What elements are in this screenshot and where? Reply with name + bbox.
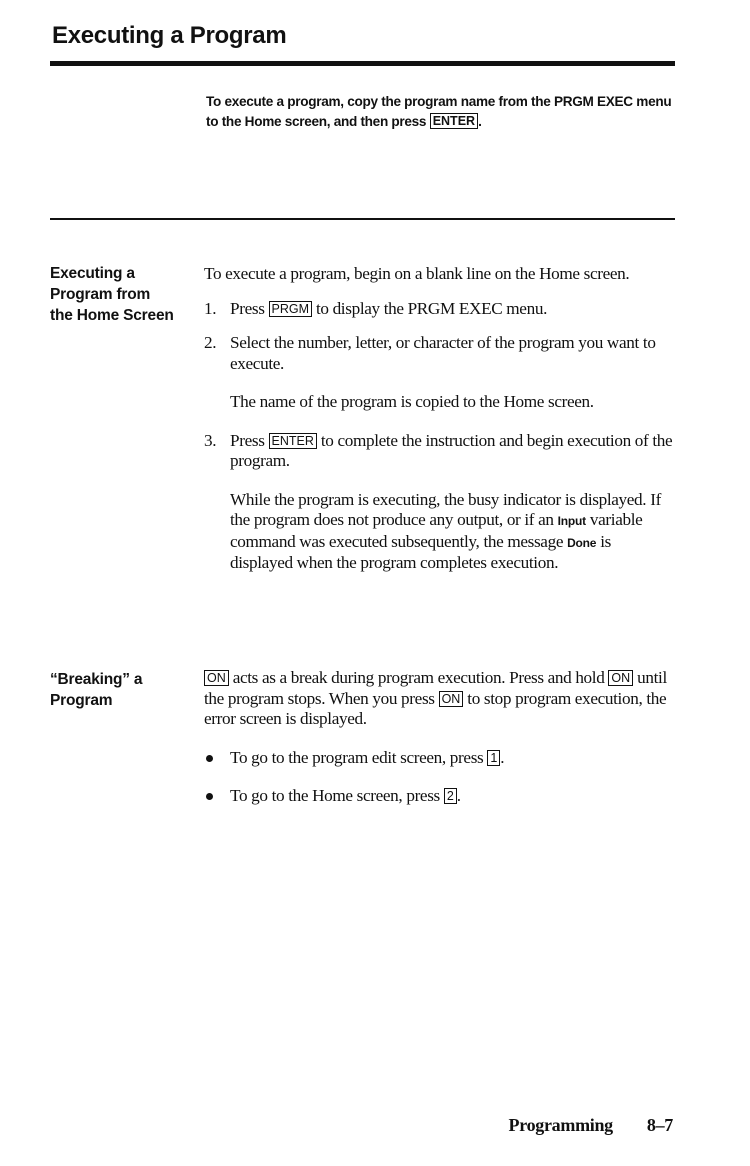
- heading-line: Program: [50, 692, 113, 709]
- section-body-breaking: [204, 668, 676, 807]
- section-heading-breaking: [50, 669, 200, 711]
- heading-line: the Home Screen: [50, 307, 174, 324]
- enter-key: ENTER: [269, 433, 317, 449]
- bullet-item: [204, 786, 676, 807]
- intro-text: To execute a program, copy the program name from the PRGM EXEC menu to the Home screen, and then press: [206, 94, 672, 129]
- break-text: acts as a break during program execution. Press and hold: [228, 668, 609, 687]
- step-item: [204, 299, 676, 320]
- break-text: to stop program execution, the error screen is displayed.: [204, 688, 667, 728]
- enter-key: ENTER: [430, 113, 478, 129]
- prgm-key: PRGM: [269, 301, 313, 317]
- bullet-end: .: [500, 747, 505, 767]
- section-body-executing: [204, 264, 676, 574]
- bullet-text: To go to the Home screen, press: [230, 786, 444, 805]
- intro-end: .: [478, 114, 482, 129]
- step-number: 1.: [204, 298, 217, 318]
- step-note: The name of the program is copied to the Home screen.: [230, 392, 594, 411]
- on-key: ON: [204, 670, 229, 686]
- on-key: ON: [608, 670, 633, 686]
- key-1: 1: [487, 750, 500, 766]
- heading-line: Program from: [50, 286, 151, 303]
- page-title: Executing a Program: [52, 22, 287, 49]
- break-paragraph: [204, 668, 676, 730]
- step-text: Select the number, letter, or character of the program you want to execute.: [230, 333, 656, 373]
- page-number: 8–7: [646, 1115, 673, 1135]
- step-text: Press: [230, 430, 269, 450]
- bullet-icon: [206, 755, 213, 762]
- note-text: is displayed when the program completes execution.: [230, 531, 611, 572]
- step-number: 3.: [204, 430, 217, 450]
- break-text: until the program stops. When you press: [204, 668, 667, 708]
- step-item: [204, 333, 676, 374]
- bullet-text: To go to the program edit screen, press: [230, 747, 488, 767]
- note-text: While the program is executing, the busy indicator is displayed. If the program does not produce any output, or if an: [230, 489, 661, 529]
- bullet-icon: [206, 793, 213, 800]
- note-text: variable command was executed subsequently, the message: [230, 510, 643, 551]
- section-lead: To execute a program, begin on a blank line on the Home screen.: [204, 264, 630, 283]
- done-keyword: Done: [567, 535, 597, 550]
- step-text: Press: [230, 298, 269, 318]
- step-text: to complete the instruction and begin execution of the program.: [230, 430, 673, 470]
- step-text: to display the PRGM EXEC menu.: [312, 298, 548, 318]
- busy-note: [204, 490, 676, 574]
- section-rule: [50, 218, 675, 220]
- heading-line: Executing a: [50, 265, 135, 282]
- step-number: 2.: [204, 333, 217, 352]
- heading-line: “Breaking” a: [50, 671, 143, 688]
- on-key: ON: [439, 691, 464, 707]
- section-heading-executing: [50, 263, 200, 326]
- step-item: [204, 431, 676, 472]
- chapter-intro: [206, 92, 676, 132]
- bullet-end: .: [456, 786, 461, 805]
- input-keyword: Input: [557, 514, 586, 528]
- footer-section: Programming: [508, 1115, 613, 1135]
- bullet-item: [204, 748, 676, 769]
- key-2: 2: [444, 788, 457, 804]
- title-rule: [50, 61, 675, 66]
- page-footer: [509, 1115, 673, 1136]
